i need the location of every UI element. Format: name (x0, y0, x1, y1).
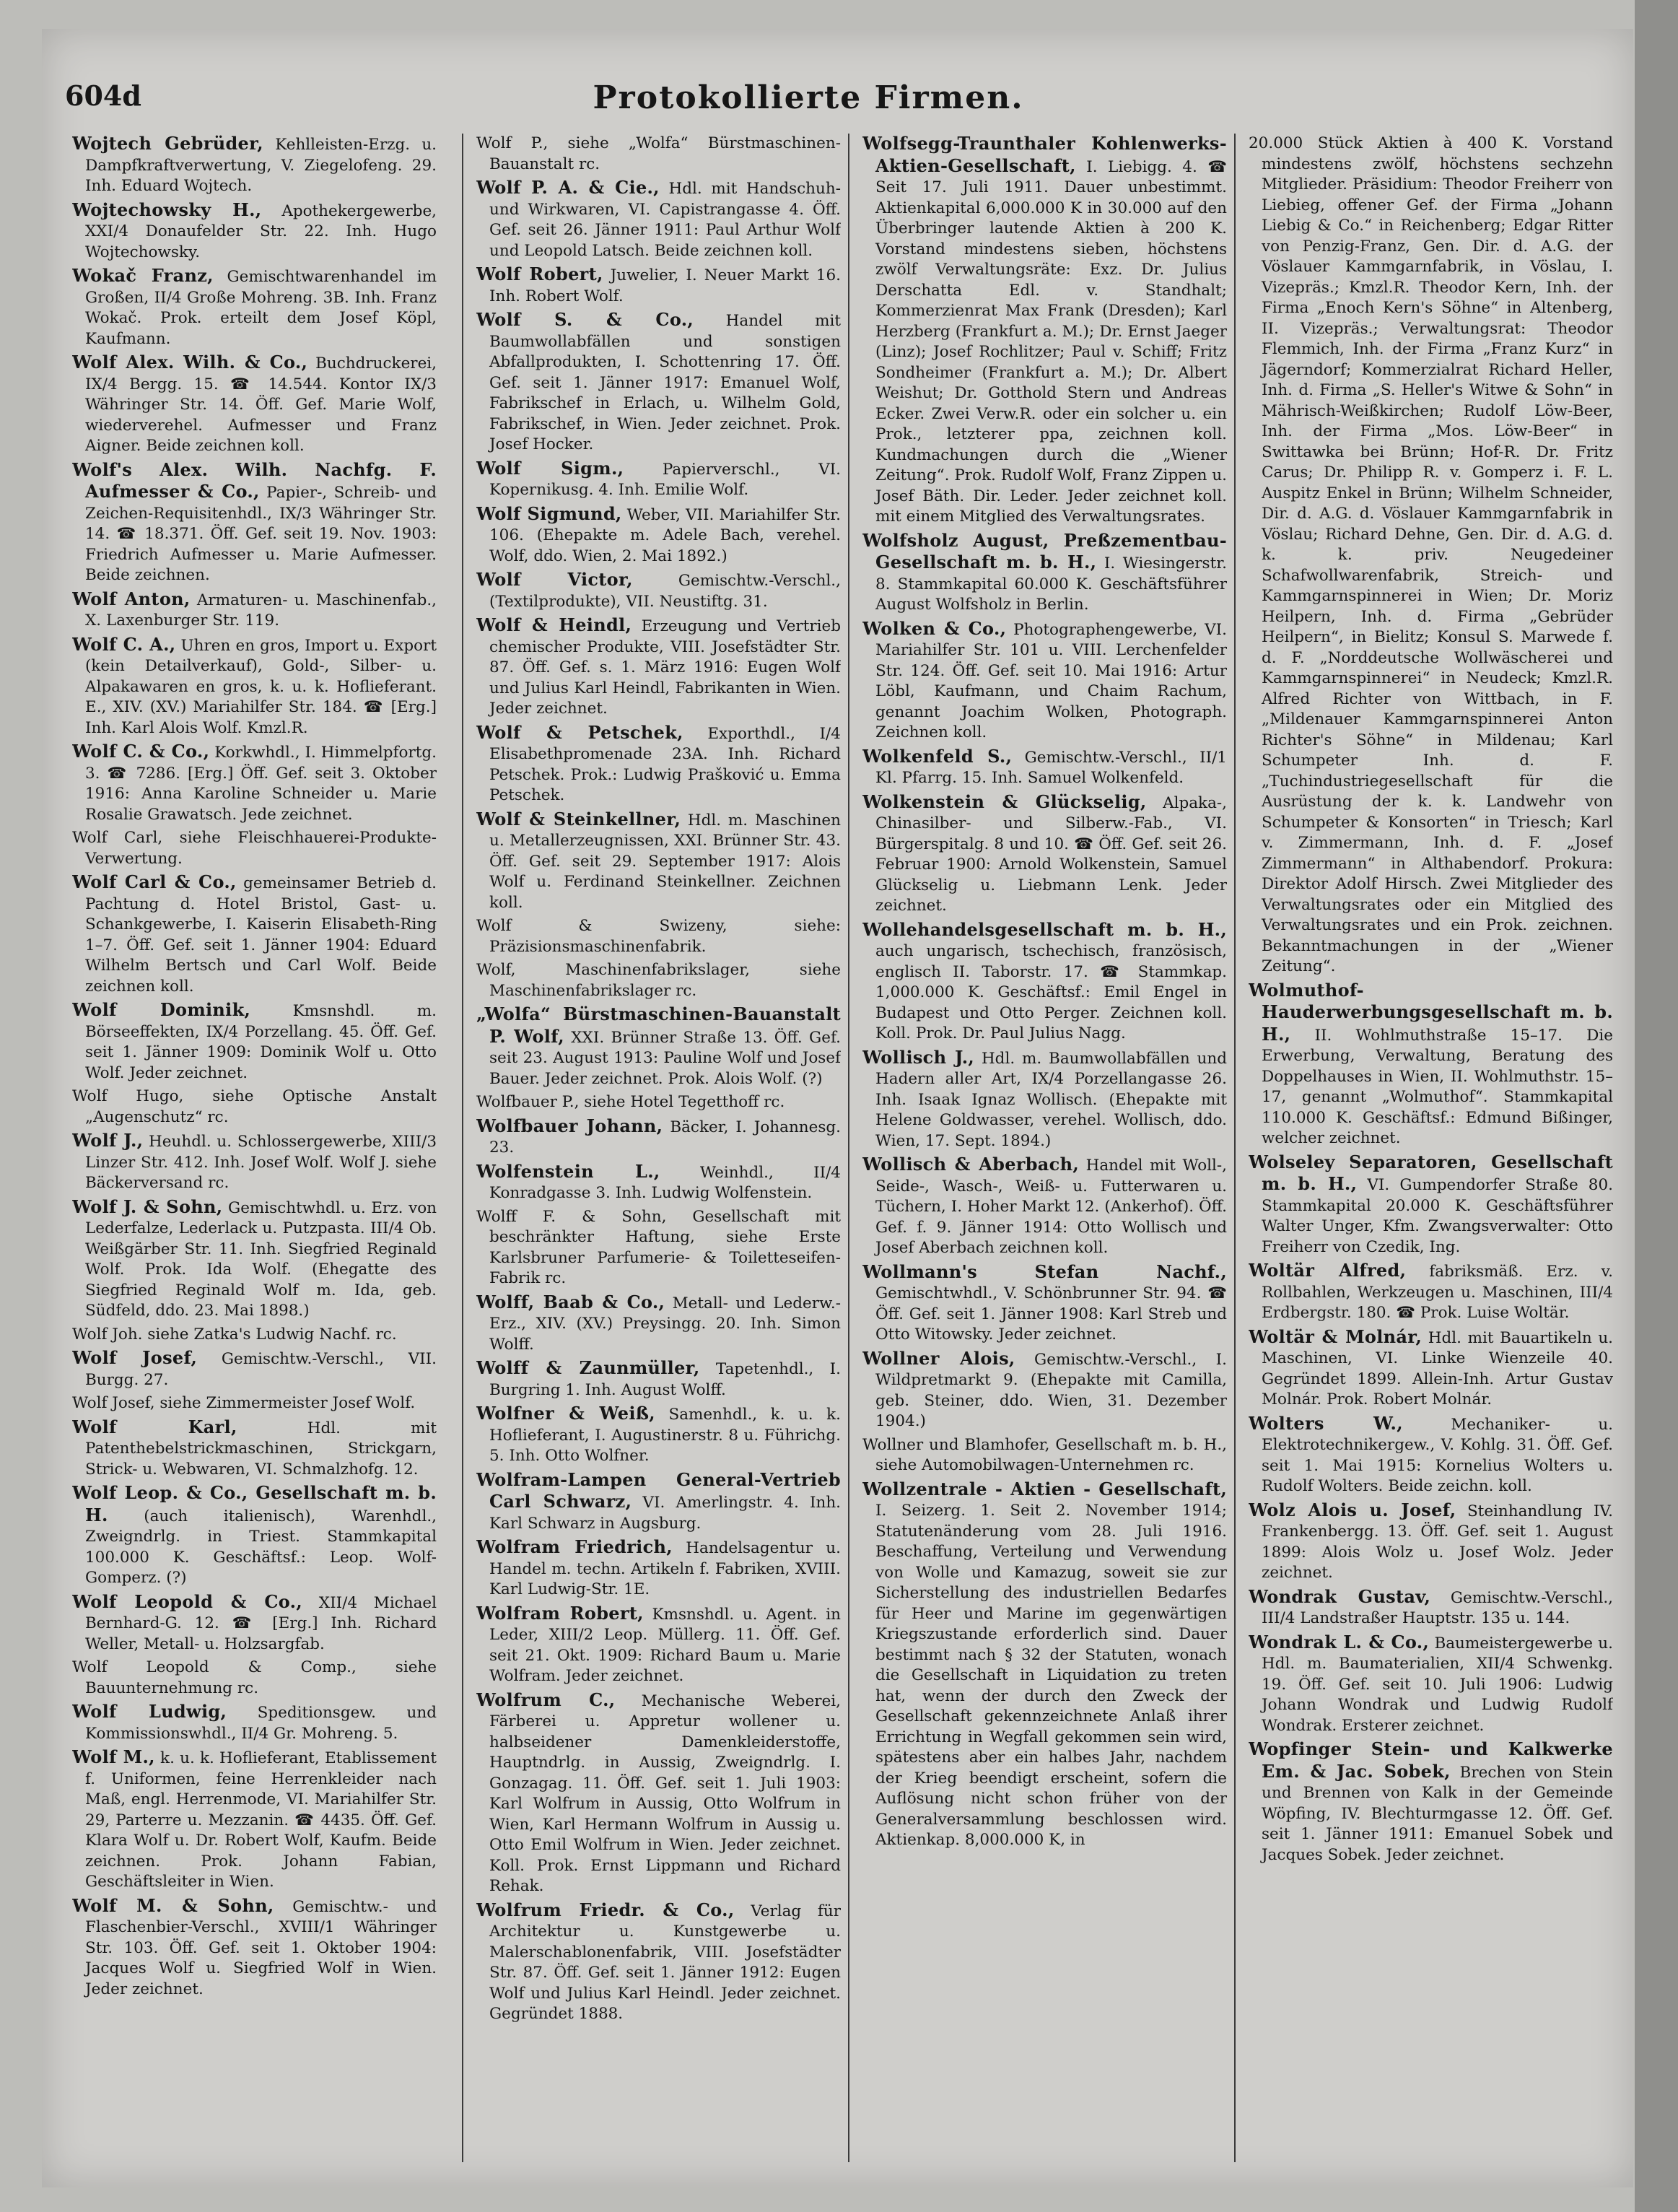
firm-name: Wolf & Petschek, (476, 721, 683, 743)
firm-name: Wolken & Co., (862, 617, 1007, 639)
directory-entry (72, 1325, 437, 1346)
entry-text: Papierverschl., VI. Kopernikusg. 4. Inh. Emilie Wolf. (489, 460, 841, 499)
directory-entry (72, 1393, 437, 1414)
directory-entry (1249, 980, 1613, 1149)
directory-entry (72, 1592, 437, 1655)
directory-entry (862, 746, 1227, 789)
firm-name: Wolf S. & Co., (476, 309, 694, 330)
entry-text: Wolf Carl, siehe Fleischhauerei-Produkte-Verwertung. (72, 829, 437, 868)
firm-name: Wolkenfeld S., (862, 745, 1013, 767)
firm-name: Wolf's Alex. Wilh. Nachfg. F. Aufmesser & Co., (72, 458, 437, 502)
entry-text: (auch italienisch), Warenhdl., Zweigndrlg. in Triest. Stammkapital 100.000 K. Geschäftsf.: Leop. Wolf-Gomperz. (?) (85, 1507, 437, 1587)
directory-entry (1249, 134, 1613, 977)
entry-text: XXI. Brünner Straße 13. Öff. Gef. seit 23. August 1913: Pauline Wolf und Josef Bauer. Jeder zeichnet. Prok. Alois Wolf. (?) (489, 1028, 841, 1088)
directory-entry (72, 872, 437, 997)
directory-entry (1249, 1327, 1613, 1411)
entry-text: Alpaka-, Chinasilber- und Silberw.-Fab., VI. Bürgerspitalg. 8 und 10. ☎ Öff. Gef. seit 26. Februar 1900: Arnold Wolkenstein, Samuel Glückselig u. Liebmann Lenk. Jeder zeichnet. (875, 793, 1227, 915)
directory-entry (476, 1292, 841, 1356)
directory-entry (72, 1417, 437, 1481)
entry-text: k. u. k. Hoflieferant, Etablissement f. Uniformen, feine Herrenkleider nach Maß, engl. Herrenmode, VI. Mariahilfer Str. 29, Parterre u. Mezzanin. ☎ 4435. Öff. Gef. Klara Wolf u. Dr. Robert Wolf, Kaufm. Beide zeichnen. Prok. Johann Fabian, Geschäftsleiter in Wien. (85, 1749, 437, 1891)
entry-text: Handel mit Woll-, Seide-, Wasch-, Weiß- u. Futterwaren u. Tüchern, I. Hoher Markt 12. (Ankerhof). Öff. Gef. f. 9. Jänner 1914: Otto Wollisch und Josef Aberbach zeichnen koll. (875, 1157, 1227, 1257)
entry-text: II. Wohlmuthstraße 15–17. Die Erwerbung, Verwaltung, Beratung des Doppelhauses in Wien, II. Wohlmuthstr. 15–17, genannt „Wolmuthof“. Stammkapital 110.000 K. Geschäftsf.: Edmund Bißinger, welcher zeichnet. (1262, 1026, 1613, 1147)
directory-entry (72, 741, 437, 825)
directory-entry (72, 134, 437, 197)
directory-entry (862, 792, 1227, 917)
directory-entry (72, 1702, 437, 1744)
firm-name: Wolfram-Lampen General-Vertrieb Carl Schwarz, (476, 1468, 841, 1512)
directory-entry (1249, 1739, 1613, 1865)
directory-entry (72, 635, 437, 739)
directory-entry (72, 352, 437, 457)
directory-entry (476, 615, 841, 720)
column-1 (72, 134, 437, 2162)
directory-entry (1249, 1414, 1613, 1497)
directory-entry (476, 1092, 841, 1113)
firm-name: Wolfbauer Johann, (476, 1115, 663, 1136)
directory-entry (476, 723, 841, 806)
page-edge-shadow (1635, 0, 1678, 2212)
entry-text: Handel mit Baumwollabfällen und sonstigen Abfallprodukten, I. Schottenring 17. Öff. Gef. seit 1. Jänner 1917: Emanuel Wolf, Fabrikschef in Erlach, u. Wilhelm Gold, Fabrikschef, in Wien. Jeder zeichnet. Prok. Josef Hocker. (489, 312, 841, 453)
firm-name: Wojtech Gebrüder, (72, 134, 263, 154)
entry-text: Weinhdl., II/4 Konradgasse 3. Inh. Ludwig Wolfenstein. (489, 1163, 841, 1202)
firm-name: Wolf P. A. & Cie., (476, 177, 660, 198)
directory-entry (1249, 1260, 1613, 1324)
firm-name: „Wolfa“ Bürstmaschinen-Bauanstalt P. Wolf, (476, 1003, 841, 1047)
entry-text: Speditionsgew. und Kommissionswhdl., II/4 Gr. Mohreng. 5. (85, 1704, 437, 1743)
firm-name: Wollehandelsgesellschaft m. b. H., (862, 918, 1227, 940)
entry-text: Wollner und Blamhofer, Gesellschaft m. b. H., siehe Automobilwagen-Unternehmen rc. (862, 1435, 1227, 1474)
firm-name: Wolseley Separatoren, Gesellschaft m. b. H., (1249, 1151, 1613, 1194)
entry-text: Erzeugung und Vertrieb chemischer Produkte, VIII. Josefstädter Str. 87. Öff. Gef. s. 1. März 1916: Eugen Wolf und Julius Karl Heindl, Fabrikanten in Wien. Jeder zeichnet. (489, 617, 841, 718)
firm-name: Wolf & Steinkellner, (476, 808, 681, 830)
directory-entry (476, 504, 841, 567)
entry-text: fabriksmäß. Erz. v. Rollbahlen, Werkzeugen u. Maschinen, III/4 Erdbergstr. 180. ☎ Prok. Luise Woltär. (1262, 1263, 1613, 1322)
column-rule (848, 134, 849, 2162)
directory-entry (862, 1349, 1227, 1432)
firm-name: Wolff, Baab & Co., (476, 1291, 665, 1312)
firm-name: Wolf Leopold & Co., (72, 1590, 302, 1612)
entry-text: Gemischtw.-Verschl., VII. Burgg. 27. (85, 1350, 437, 1389)
column-3 (862, 134, 1227, 2162)
directory-entry (476, 1116, 841, 1159)
directory-entry (72, 1131, 437, 1194)
entry-text: Hdl. mit Patenthebelstrickmaschinen, Strickgarn, Strick- u. Webwaren, VI. Schmalzhofg. 12. (85, 1419, 437, 1479)
directory-entry (862, 1154, 1227, 1259)
directory-entry (476, 1207, 841, 1289)
page-header (65, 79, 1552, 137)
directory-entry (72, 1658, 437, 1699)
firm-name: Wollzentrale - Aktien - Gesellschaft, (862, 1478, 1227, 1499)
firm-name: Wolfenstein L., (476, 1160, 660, 1182)
directory-entry (476, 1690, 841, 1897)
entry-text: Exporthdl., I/4 Elisabethpromenade 23A. Inh. Richard Petschek. Prok.: Ludwig Prašković u. Emma Petschek. (489, 724, 841, 804)
firm-name: Wolf J., (72, 1130, 144, 1151)
firm-name: Wolfram Robert, (476, 1602, 644, 1624)
firm-name: Wollisch J., (862, 1046, 975, 1068)
directory-entry (862, 619, 1227, 744)
firm-name: Wolf Leop. & Co., Gesellschaft m. b. H. (72, 1482, 437, 1525)
firm-name: Woltär Alfred, (1249, 1260, 1407, 1281)
entry-text: Wolf Leopold & Comp., siehe Bauunternehmung rc. (72, 1658, 437, 1697)
column-4 (1249, 134, 1613, 2162)
directory-entry (1249, 1152, 1613, 1258)
directory-entry (476, 1004, 841, 1089)
directory-entry (862, 134, 1227, 528)
entry-text: Wolf & Swizeny, siehe: Präzisionsmaschinenfabrik. (476, 917, 841, 956)
entry-text: Handelsagentur u. Handel m. techn. Artikeln f. Fabriken, XVIII. Karl Ludwig-Str. 1E. (489, 1539, 841, 1598)
directory-entry (72, 1483, 437, 1589)
page-number: 604d (65, 79, 141, 112)
entry-text: Wolfbauer P., siehe Hotel Tegetthoff rc. (476, 1093, 785, 1111)
entry-text: Gemischtw.-Verschl., II/1 Kl. Pfarrg. 15. Inh. Samuel Wolkenfeld. (875, 748, 1227, 787)
directory-entry (72, 200, 437, 264)
firm-name: Woltär & Molnár, (1249, 1325, 1423, 1347)
directory-entry (476, 1900, 841, 2025)
entry-text: Brechen von Stein und Brennen von Kalk in der Gemeinde Wöpfing, IV. Blechturmgasse 12. Öff. Gef. seit 1. Jänner 1911: Emanuel Sobek und Jacques Sobek. Jeder zeichnet. (1262, 1763, 1613, 1864)
directory-entry (476, 960, 841, 1001)
firm-name: Wolmuthof-Hauderwerbungsgesellschaft m. b. H., (1249, 979, 1613, 1045)
entry-text: Wolf Josef, siehe Zimmermeister Josef Wolf. (72, 1394, 416, 1412)
entry-text: Photographengewerbe, VI. Mariahilfer Str. 101 u. VIII. Lerchenfelder Str. 124. Öff. Gef. seit 10. Mai 1916: Artur Löbl, Kaufmann, und Chaim Rachum, genannt Joachim Wolken, Photograph. Zeichnen koll. (875, 620, 1227, 741)
directory-entry (476, 134, 841, 175)
entry-text: Hdl. mit Bauartikeln u. Maschinen, VI. Linke Wienzeile 40. Gegründet 1899. Allein-Inh. Artur Gustav Molnár. Prok. Robert Molnár. (1262, 1328, 1613, 1408)
firm-name: Wolters W., (1249, 1412, 1403, 1434)
entry-text: Gemischtwhdl., V. Schönbrunner Str. 94. ☎ Öff. Gef. seit 1. Jänner 1908: Karl Streb und Otto Witowsky. Jeder zeichnet. (875, 1284, 1227, 1344)
firm-name: Wolf Sigm., (476, 457, 624, 479)
firm-name: Wolz Alois u. Josef, (1249, 1499, 1456, 1520)
entry-text: gemeinsamer Betrieb d. Pachtung d. Hotel Bristol, Gast- u. Schankgewerbe, I. Kaiserin Elisabeth-Ring 1–7. Öff. Gef. seit 1. Jänner 1904: Eduard Wilhelm Bertsch und Carl Wolf. Beide zeichnen koll. (85, 874, 437, 996)
entry-text: Wolf P., siehe „Wolfa“ Bürstmaschinen-Bauanstalt rc. (476, 134, 841, 173)
directory-entry (476, 1603, 841, 1687)
directory-entry (476, 310, 841, 456)
entry-text: Mechanische Weberei, Färberei u. Appretur wollener u. halbseidener Damenkleiderstoffe, Hauptndrlg. in Aussig, Zweigndrlg. I. Gonzagag. 11. Öff. Gef. seit 1. Juli 1903: Karl Wolfrum in Aussig, Otto Wolfrum in Wien, Karl Hermann Wolfrum in Aussig u. Otto Emil Wolfrum in Wien. Jeder zeichnet. Koll. Prok. Ernst Lippmann und Richard Rehak. (489, 1691, 841, 1895)
entry-text: Weber, VII. Mariahilfer Str. 106. (Ehepakte m. Adele Bach, verehel. Wolf, ddo. Wien, 2. Mai 1892.) (489, 505, 841, 565)
entry-text: auch ungarisch, tschechisch, französisch, englisch II. Taborstr. 17. ☎ Stammkap. 1,000.000 K. Geschäftsf.: Emil Engel in Budapest und Otto Perger. Zeichnen koll. Koll. Prok. Dr. Paul Julius Nagg. (875, 942, 1227, 1042)
firm-name: Wolf Alex. Wilh. & Co., (72, 352, 308, 373)
entry-text: Kmsnshdl. u. Agent. in Leder, XIII/2 Leop. Müllerg. 11. Öff. Gef. seit 21. Okt. 1909: Richard Baum u. Marie Wolfram. Jeder zeichnet. (489, 1605, 841, 1685)
entry-text: I. Wiesingerstr. 8. Stammkapital 60.000 K. Geschäftsführer August Wolfsholz in Berlin. (875, 554, 1227, 614)
directory-entry (476, 1403, 841, 1467)
entry-text: Hdl. mit Handschuh- und Wirkwaren, VI. Capistrangasse 4. Öff. Gef. seit 26. Jänner 1911: Paul Arthur Wolf und Leopold Latsch. Beide zeichnen koll. (489, 180, 841, 260)
directory-entry (72, 1197, 437, 1322)
directory-entry (476, 178, 841, 261)
firm-name: Wokač Franz, (72, 265, 214, 286)
entry-text: Juwelier, I. Neuer Markt 16. Inh. Robert Wolf. (489, 266, 841, 305)
firm-name: Wopfinger Stein- und Kalkwerke Em. & Jac. Sobek, (1249, 1738, 1613, 1782)
firm-name: Wolf J. & Sohn, (72, 1196, 223, 1217)
entry-text: Steinhandlung IV. Frankenbergg. 13. Öff. Gef. seit 1. August 1899: Alois Wolz u. Josef Wolz. Jeder zeichnet. (1262, 1502, 1613, 1582)
firm-name: Wolff & Zaunmüller, (476, 1357, 700, 1378)
directory-entry (476, 809, 841, 914)
entry-text: I. Liebigg. 4. ☎ Seit 17. Juli 1911. Dauer unbestimmt. Aktienkapital 6,000.000 K in 30.000 auf den Überbringer lautende Aktien à 200 K. Vorstand mindestens sieben, höchstens zwölf Verwaltungsräte: Exz. Dr. Julius Derschatta Edl. v. Standhalt; Kommerzienrat Max Frank (Dresden); Karl Herzberg (Frankfurt a. M.); Dr. Ernst Jaeger (Linz); Josef Rochlitzer; Paul v. Schiff; Fritz Sondheimer (Frankfurt a. M.); Dr. Albert Weishut; Dr. Gotthold Stern und Andreas Ecker. Zwei Verw.R. oder ein solcher u. ein Prok., letzterer ppa, zeichnen koll. Kundmachungen durch die „Wiener Zeitung“. Prok. Rudolf Wolf, Franz Zippen u. Josef Bäth. Dir. Leder. Jeder zeichnet koll. mit einem Mitglied des Verwaltungsrates. (875, 157, 1227, 526)
firm-name: Wolfsholz August, Preßzementbau-Gesellschaft m. b. H., (862, 529, 1227, 572)
firm-name: Wolf M., (72, 1746, 155, 1767)
entry-text: Verlag für Architektur u. Kunstgewerbe u. Malerschablonenfabrik, VIII. Josefstädter Str. 87. Öff. Gef. seit 1. Jänner 1912: Eugen Wolf und Julius Karl Heindl. Jeder zeichnet. Gegründet 1888. (489, 1902, 841, 2023)
directory-entry (476, 1358, 841, 1401)
entry-text: Kmsnshdl. m. Börseeffekten, IX/4 Porzellang. 45. Öff. Gef. seit 1. Jänner 1909: Dominik Wolf u. Otto Wolf. Jeder zeichnet. (85, 1002, 437, 1082)
directory-entry (476, 264, 841, 307)
entry-text: Metall- und Lederw.-Erz., XIV. (XV.) Preysingg. 20. Inh. Simon Wolff. (489, 1294, 841, 1354)
entry-text: Tapetenhdl., I. Burgring 1. Inh. August Wolff. (489, 1360, 841, 1399)
entry-text: Hdl. m. Baumwollabfällen und Hadern aller Art, IX/4 Porzellangasse 26. Inh. Isaak Ignaz Wollisch. (Ehepakte mit Helene Goldwasser, verehel. Wollisch, ddo. Wien, 17. Sept. 1894.) (875, 1049, 1227, 1150)
entry-text: Gemischtw.-Verschl., (Textilprodukte), VII. Neustiftg. 31. (489, 572, 841, 611)
firm-name: Wolf Anton, (72, 588, 191, 609)
firm-name: Wolf Ludwig, (72, 1701, 227, 1722)
entry-text: Mechaniker- u. Elektrotechnikergew., V. Kohlg. 31. Öff. Gef. seit 1. Mai 1915: Kornelius Wolters u. Rudolf Wolters. Beide zeichn. koll. (1262, 1415, 1613, 1495)
column-rule (462, 134, 463, 2162)
directory-entry (862, 1262, 1227, 1346)
firm-name: Wojtechowsky H., (72, 199, 262, 220)
firm-name: Wollisch & Aberbach, (862, 1154, 1079, 1175)
entry-text: Wolff F. & Sohn, Gesellschaft mit beschränkter Haftung, siehe Erste Karlsbruner Parfumerie- & Toiletteseifen-Fabrik rc. (476, 1207, 841, 1287)
firm-name: Wolf & Heindl, (476, 614, 632, 635)
directory-entry (72, 1747, 437, 1893)
firm-name: Wolf C. & Co., (72, 741, 210, 762)
firm-name: Wolf Robert, (476, 264, 603, 284)
firm-name: Wolkenstein & Glückselig, (862, 791, 1147, 812)
entry-text: I. Seizerg. 1. Seit 2. November 1914; Statutenänderung vom 28. Juli 1916. Beschaffung, Verteilung und Verwendung von Wolle und Kamazug, soweit sie zur Sicherstellung des industriellen Bedarfes für Heer und Marine im gegenwärtigen Kriegszustande erforderlich sind. Dauer bestimmt nach § 32 der Statuten, wonach die Gesellschaft in Liquidation zu treten hat, wenn der durch den Zweck der Gesellschaft gekennzeichnete Anlaß ihrer Errichtung in Wegfall gekommen sein wird, spätestens aber ein halbes Jahr, nachdem der Krieg beendigt erscheint, sofern die Auflösung nicht schon früher von der Generalversammlung beschlossen wird. Aktienkap. 8,000.000 K, in (875, 1502, 1227, 1849)
directory-entry (72, 1348, 437, 1390)
directory-entry (476, 458, 841, 501)
directory-entry (862, 1479, 1227, 1851)
firm-name: Wolf Josef, (72, 1347, 198, 1368)
directory-entry (72, 828, 437, 869)
firm-name: Wondrak L. & Co., (1249, 1631, 1430, 1653)
entry-text: Baumeistergewerbe u. Hdl. m. Baumaterialien, XII/4 Schwenkg. 19. Öff. Gef. seit 10. Juli 1906: Ludwig Johann Wondrak und Ludwig Rudolf Wondrak. Ersterer zeichnet. (1262, 1634, 1613, 1735)
entry-text: Armaturen- u. Maschinenfab., X. Laxenburger Str. 119. (85, 591, 437, 630)
entry-text: Gemischtwhdl. u. Erz. von Lederfalze, Lederlack u. Putzpasta. III/4 Ob. Weißgärber Str. 11. Inh. Siegfried Reginald Wolf. Prok. Ida Wolf. (Ehegatte des Siegfried Reginald Wolf m. Ida, geb. Südfeld, ddo. 23. Mai 1898.) (85, 1198, 437, 1320)
firm-name: Wolf M. & Sohn, (72, 1894, 274, 1916)
entry-text: Korkwhdl., I. Himmelpfortg. 3. ☎ 7286. [Erg.] Öff. Gef. seit 3. Oktober 1916: Anna Karoline Schneider u. Marie Rosalie Grawatsch. Jede zeichnet. (85, 744, 437, 824)
firm-name: Wolfsegg-Traunthaler Kohlenwerks-Aktien-Gesellschaft, (862, 134, 1227, 176)
firm-name: Wolfrum C., (476, 1689, 616, 1710)
firm-name: Wondrak Gustav, (1249, 1585, 1431, 1607)
directory-entry (862, 531, 1227, 616)
directory-entry (72, 1000, 437, 1084)
directory-entry (862, 1435, 1227, 1476)
firm-name: Wolfrum Friedr. & Co., (476, 1899, 735, 1920)
directory-entry (72, 1896, 437, 2000)
entry-text: Gemischtwarenhandel im Großen, II/4 Große Mohreng. 3B. Inh. Franz Wokač. Prok. erteilt dem Josef Köpl, Kaufmann. (85, 268, 437, 348)
directory-entry (1249, 1632, 1613, 1737)
directory-entry (476, 916, 841, 957)
column-2 (476, 134, 841, 2162)
directory-entry (862, 920, 1227, 1045)
directory-entry (476, 1470, 841, 1535)
entry-text: Wolf, Maschinenfabrikslager, siehe Maschinenfabrikslager rc. (476, 961, 841, 1000)
entry-text: VI. Amerlingstr. 4. Inh. Karl Schwarz in Augsburg. (489, 1494, 841, 1533)
firm-name: Wolfner & Weiß, (476, 1403, 655, 1424)
firm-name: Wolfram Friedrich, (476, 1536, 673, 1557)
entry-text: Hdl. m. Maschinen u. Metallerzeugnissen, XXI. Brünner Str. 43. Öff. Gef. seit 29. September 1917: Alois Wolf u. Ferdinand Steinkellner. Zeichnen koll. (489, 811, 841, 912)
directory-entry (72, 460, 437, 586)
entry-text: Wolf Hugo, siehe Optische Anstalt „Augenschutz“ rc. (72, 1087, 437, 1126)
entry-text: Gemischtw.-Verschl., III/4 Landstraßer Hauptstr. 135 u. 144. (1262, 1588, 1613, 1627)
entry-text: Papier-, Schreib- und Zeichen-Requisitenhdl., IX/3 Währinger Str. 14. ☎ 18.371. Öff. Gef. seit 19. Nov. 1903: Friedrich Aufmesser u. Marie Aufmesser. Beide zeichnen. (85, 484, 437, 584)
directory-entry (862, 1048, 1227, 1152)
directory-entry (476, 1537, 841, 1601)
directory-entry (476, 1162, 841, 1204)
entry-text: Wolf Joh. siehe Zatka's Ludwig Nachf. rc. (72, 1325, 397, 1344)
directory-entry (72, 1087, 437, 1128)
firm-name: Wollner Alois, (862, 1347, 1015, 1369)
firm-name: Wolf Victor, (476, 569, 633, 590)
entry-text: VI. Gumpendorfer Straße 80. Stammkapital 20.000 K. Geschäftsführer Walter Unger, Kfm. Zwangsverwalter: Otto Freiherr von Czedik, Ing. (1262, 1176, 1613, 1256)
firm-name: Wolf Sigmund, (476, 502, 622, 524)
firm-name: Wolf Karl, (72, 1416, 237, 1437)
entry-text: 20.000 Stück Aktien à 400 K. Vorstand mindestens zwölf, höchstens sechzehn Mitglieder. Präsidium: Theodor Freiherr von Liebieg, offener Gef. der Firma „Johann Liebig & Co.“ in Reichenberg; Edgar Ritter von Penzig-Franz, Gen. Dir. d. A.G. der Vöslauer Kammgarnfabrik, in Vöslau, I. Vizepräs.; Kmzl.R. Theodor Kern, Inh. der Firma „Enoch Kern's Söhne“ in Altenberg, II. Vizepräs.; Verwaltungsrat: Theodor Flemmich, Inh. der Firma „Franz Kurz“ in Jägerndorf; Kommerzialrat Richard Heller, Inh. d. Firma „S. Heller's Witwe & Sohn“ in Mährisch-Weißkirchen; Rudolf Löw-Beer, Inh. der Firma „Mos. Löw-Beer“ in Swittawka bei Brünn; Hof-R. Dr. Fritz Carus; Dr. Philipp R. v. Gomperz i. F. L. Auspitz Enkel in Brünn; Wilhelm Schneider, Dir. d. A.G. d. Vöslauer Kammgarnfabrik in Vöslau; Richard Dehne, Gen. Dir. d. A.G. d. k. k. priv. Neugedeiner Schafwollwarenfabrik, Streich- und Kammgarnspinnerei in Wien; Dr. Moriz Heilpern, Inh. d. Firma „Gebrüder Heilpern“, in Bielitz; Konsul S. Marwede f. d. F. „Norddeutsche Wollwäscherei und Kammgarnspinnerei“ in Neudeck; Kmzl.R. Alfred Richter von Wittbach, in F. „Mildenauer Kammgarnspinnerei Anton Richter's Söhne“ in Mildenau; Karl Schumpeter Inh. d. F. „Tuchindustriegesellschaft für die Ausrüstung der k. k. Landwehr von Schumpeter & Konsorten“ in Triesch; Karl v. Zimmermann, Inh. d. F. „Josef Zimmermann“ in Althabendorf. Prokura: Direktor Adolf Hirsch. Zwei Mitglieder des Verwaltungsrates oder ein Mitglied des Verwaltungsrates und ein Prok. zeichnen. Bekanntmachungen in der „Wiener Zeitung“. (1249, 134, 1613, 975)
entry-text: Buchdruckerei, IX/4 Bergg. 15. ☎ 14.544. Kontor IX/3 Währinger Str. 14. Öff. Gef. Marie Wolf, wiederverehel. Aufmesser und Franz Aigner. Beide zeichnen koll. (85, 354, 437, 455)
firm-name: Wolf C. A., (72, 633, 176, 655)
directory-columns (72, 134, 1613, 2162)
firm-name: Wolf Carl & Co., (72, 871, 237, 892)
firm-name: Wollmann's Stefan Nachf., (862, 1260, 1227, 1282)
directory-entry (1249, 1587, 1613, 1629)
entry-text: XII/4 Michael Bernhard-G. 12. ☎ [Erg.] Inh. Richard Weller, Metall- u. Holzsargfab. (85, 1593, 437, 1653)
entry-text: Heuhdl. u. Schlossergewerbe, XIII/3 Linzer Str. 412. Inh. Josef Wolf. Wolf J. siehe Bäckerversand rc. (85, 1133, 437, 1192)
entry-text: Uhren en gros, Import u. Export (kein Detailverkauf), Gold-, Silber- u. Alpakawaren en gros, k. u. k. Hoflieferant. E., XIV. (XV.) Mariahilfer Str. 184. ☎ [Erg.] Inh. Karl Alois Wolf. Kmzl.R. (85, 636, 437, 737)
entry-text: Gemischtw.-Verschl., I. Wildpretmarkt 9. (Ehepakte mit Camilla, geb. Steiner, ddo. Wien, 31. Dezember 1904.) (875, 1350, 1227, 1430)
entry-text: Kehlleisten-Erzg. u. Dampfkraftverwertung, V. Ziegelofeng. 29. Inh. Eduard Wojtech. (85, 136, 437, 195)
column-rule (1234, 134, 1236, 2162)
page-title: Protokollierte Firmen. (593, 79, 1024, 116)
directory-entry (72, 589, 437, 632)
directory-entry (476, 570, 841, 612)
entry-text: Gemischtw.- und Flaschenbier-Verschl., XVIII/1 Währinger Str. 103. Öff. Gef. seit 1. Oktober 1904: Jacques Wolf u. Siegfried Wolf in Wien. Jeder zeichnet. (85, 1897, 437, 1998)
firm-name: Wolf Dominik, (72, 999, 251, 1020)
directory-entry (72, 266, 437, 349)
entry-text: Samenhdl., k. u. k. Hoflieferant, I. Augustinerstr. 8 u. Führichg. 5. Inh. Otto Wolfner. (489, 1406, 841, 1465)
entry-text: Bäcker, I. Johannesg. 23. (489, 1118, 841, 1157)
entry-text: Apothekergewerbe, XXI/4 Donaufelder Str. 22. Inh. Hugo Wojtechowsky. (85, 201, 437, 261)
directory-entry (1249, 1500, 1613, 1584)
